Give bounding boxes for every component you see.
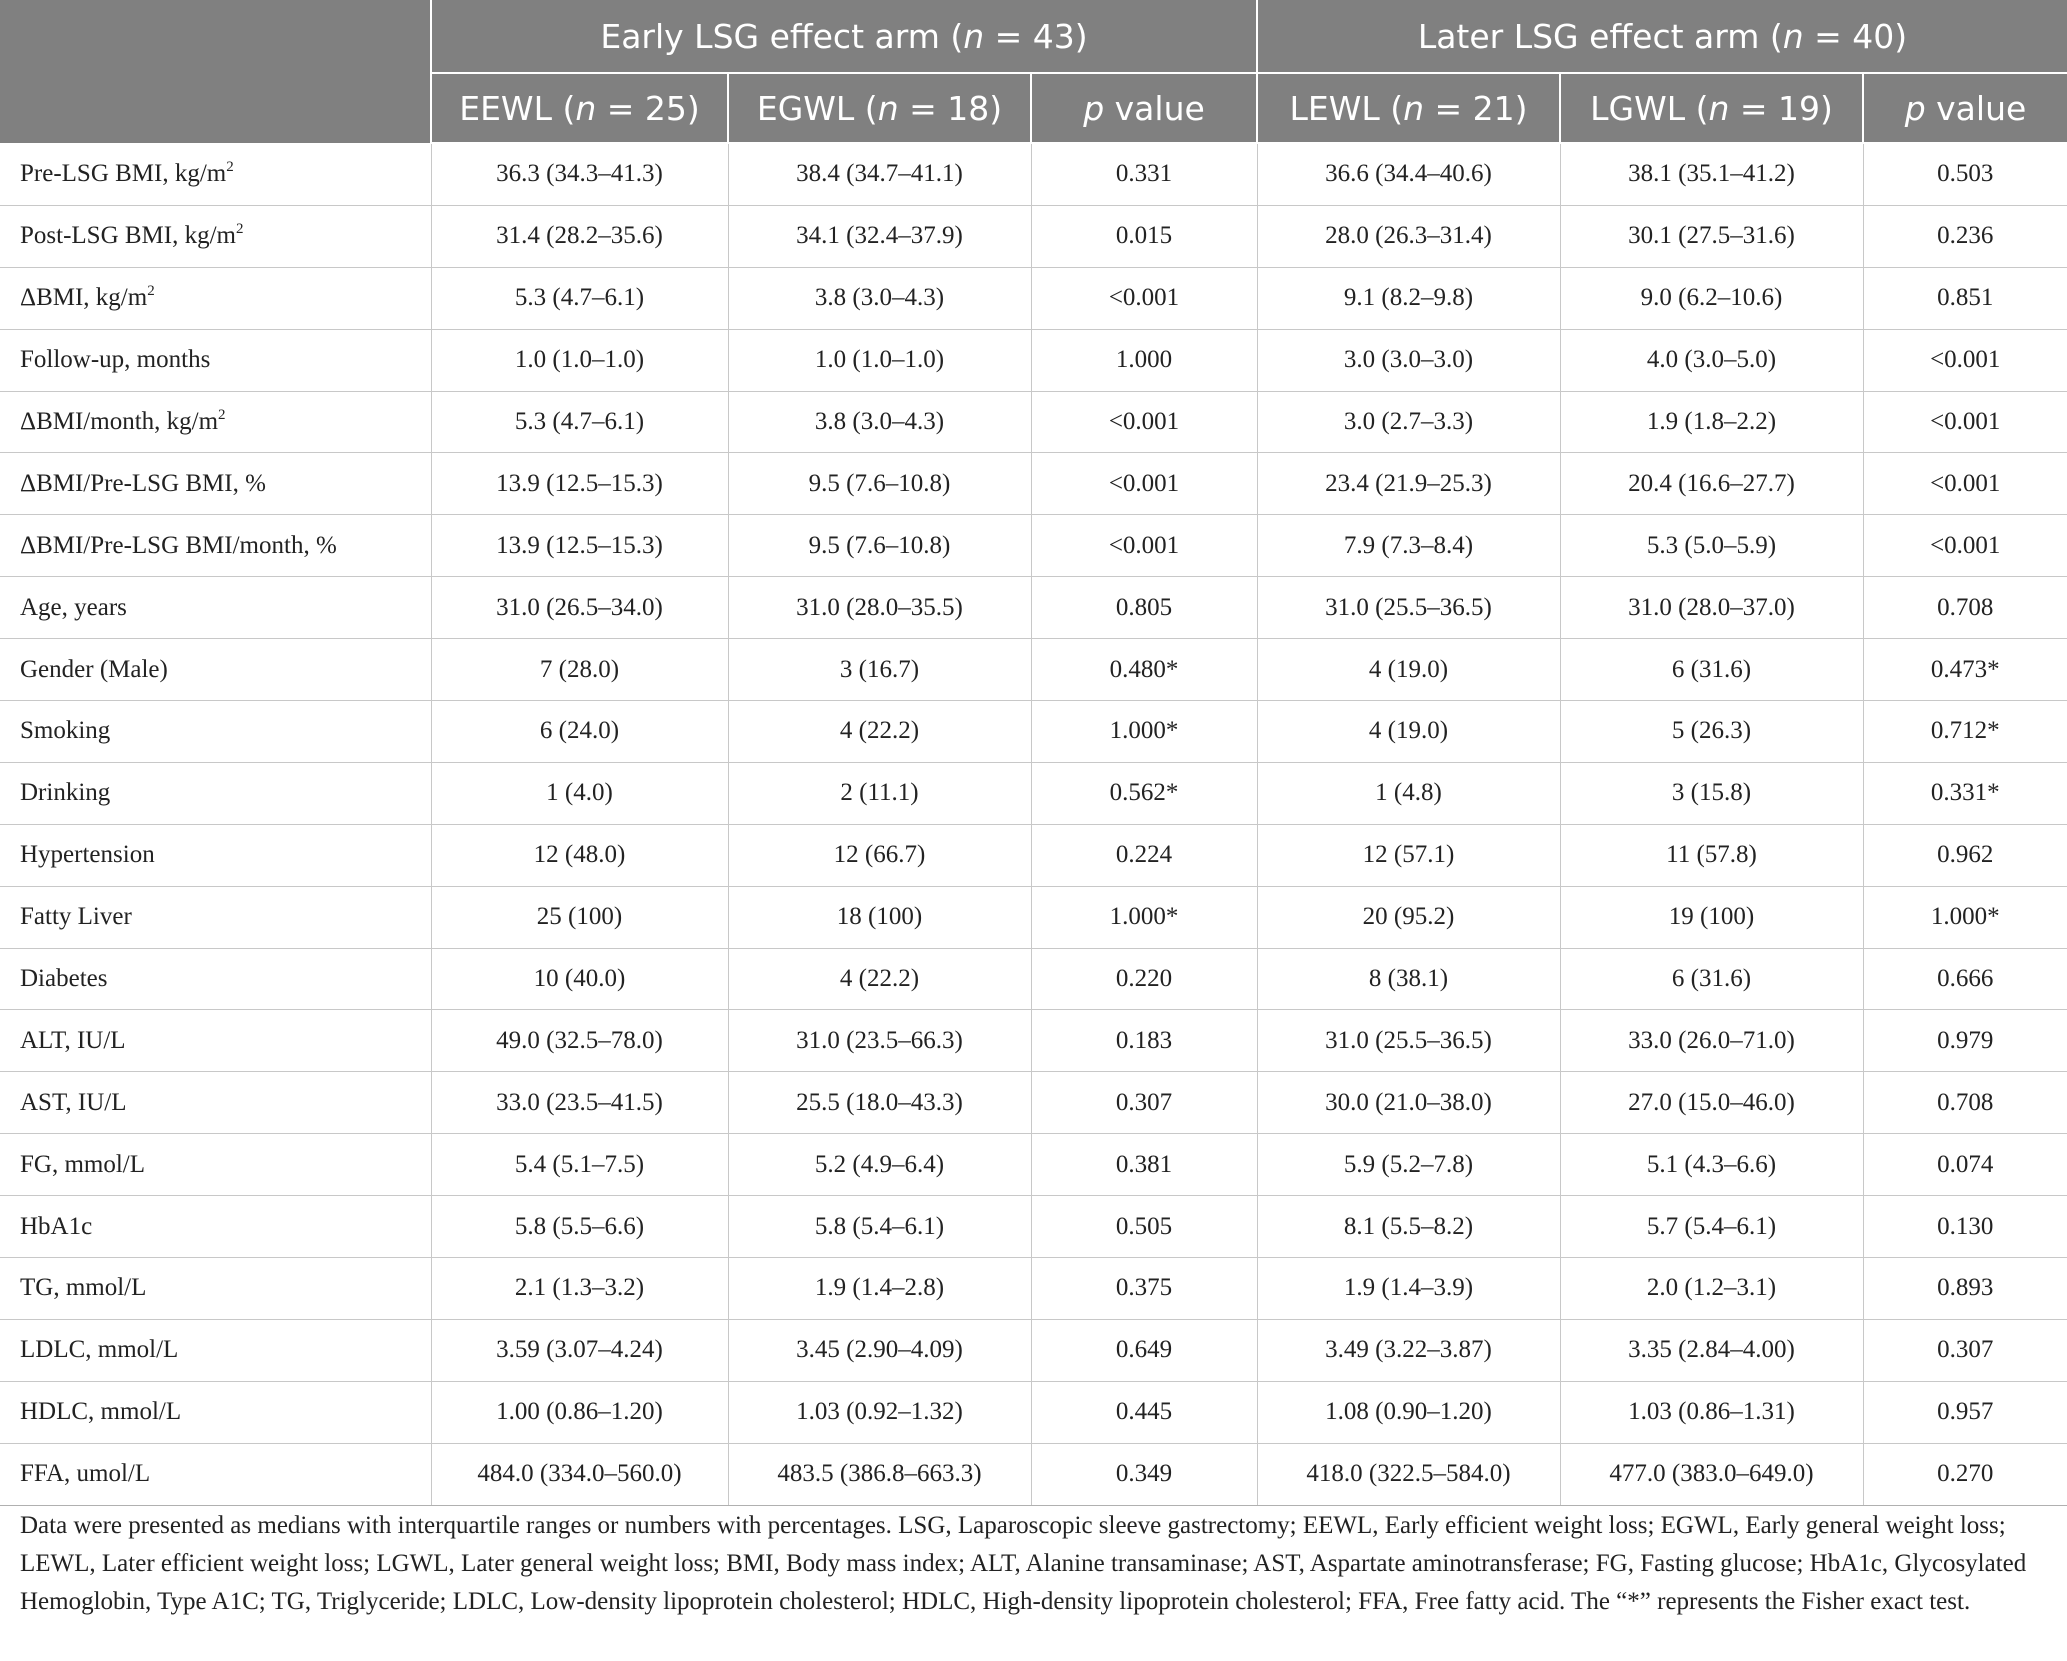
table-cell: 0.957 <box>1863 1381 2067 1443</box>
table-row <box>0 824 2067 886</box>
table-cell: 0.331 <box>1031 143 1257 205</box>
table-cell: 0.130 <box>1863 1196 2067 1258</box>
table-cell: 0.712* <box>1863 701 2067 763</box>
table-cell: 8.1 (5.5–8.2) <box>1257 1196 1560 1258</box>
row-label <box>0 639 431 701</box>
table-cell: 2 (11.1) <box>728 762 1031 824</box>
table-cell: 31.0 (26.5–34.0) <box>431 577 728 639</box>
row-label-superscript: 2 <box>147 283 155 300</box>
column-header-italic: p <box>1083 88 1105 128</box>
column-header-italic: n <box>877 88 899 128</box>
table-cell: 5.8 (5.5–6.6) <box>431 1196 728 1258</box>
table-cell: 1.0 (1.0–1.0) <box>431 329 728 391</box>
table-cell: 6 (31.6) <box>1560 639 1863 701</box>
column-header-italic: p <box>1904 88 1926 128</box>
group-header-text: Early LSG effect arm ( <box>600 16 964 56</box>
table-cell: 6 (24.0) <box>431 701 728 763</box>
row-label-text: Drinking <box>20 779 111 807</box>
table-cell: 31.0 (28.0–35.5) <box>728 577 1031 639</box>
row-label-text: Post-LSG BMI, kg/m <box>20 222 237 250</box>
table-cell: 31.0 (28.0–37.0) <box>1560 577 1863 639</box>
column-header-text: = 21) <box>1424 88 1528 128</box>
table-cell: 0.979 <box>1863 1010 2067 1072</box>
row-label-text: Diabetes <box>20 965 108 993</box>
table-cell: 8 (38.1) <box>1257 948 1560 1010</box>
table-row <box>0 639 2067 701</box>
table-cell: 5.2 (4.9–6.4) <box>728 1134 1031 1196</box>
row-label-superscript: 2 <box>218 407 226 423</box>
row-label-superscript: 2 <box>236 221 244 238</box>
table-cell: 0.183 <box>1031 1010 1257 1072</box>
table-cell: 5 (26.3) <box>1560 701 1863 763</box>
table-cell: 2.1 (1.3–3.2) <box>431 1258 728 1320</box>
table-cell: 0.375 <box>1031 1258 1257 1320</box>
table-cell: 25.5 (18.0–43.3) <box>728 1072 1031 1134</box>
group-header-row <box>0 0 2067 73</box>
table-cell: 477.0 (383.0–649.0) <box>1560 1443 1863 1505</box>
table-cell: 483.5 (386.8–663.3) <box>728 1443 1031 1505</box>
table-cell: 3.8 (3.0–4.3) <box>728 391 1031 453</box>
table-cell: 5.3 (4.7–6.1) <box>431 391 728 453</box>
column-header-text: value <box>1925 88 2027 128</box>
table-cell: 1.9 (1.4–3.9) <box>1257 1258 1560 1320</box>
table-cell: 12 (57.1) <box>1257 824 1560 886</box>
column-header-text: = 25) <box>596 88 700 128</box>
table-cell: 0.708 <box>1863 1072 2067 1134</box>
table-cell: 1.03 (0.86–1.31) <box>1560 1381 1863 1443</box>
column-header-italic: n <box>575 88 597 128</box>
table-cell: 11 (57.8) <box>1560 824 1863 886</box>
table-cell: <0.001 <box>1031 391 1257 453</box>
table-row <box>0 515 2067 577</box>
table-cell: 0.270 <box>1863 1443 2067 1505</box>
table-cell: 5.3 (5.0–5.9) <box>1560 515 1863 577</box>
table-cell: 25 (100) <box>431 886 728 948</box>
table-row <box>0 267 2067 329</box>
row-label <box>0 1443 431 1505</box>
row-label-text: Age, years <box>20 593 127 621</box>
table-cell: 18 (100) <box>728 886 1031 948</box>
table-cell: 0.473* <box>1863 639 2067 701</box>
table-row <box>0 577 2067 639</box>
row-label <box>0 391 431 453</box>
table-cell: <0.001 <box>1031 515 1257 577</box>
table-cell: 36.6 (34.4–40.6) <box>1257 143 1560 205</box>
table-cell: 0.805 <box>1031 577 1257 639</box>
table-row <box>0 391 2067 453</box>
table-cell: 3.0 (3.0–3.0) <box>1257 329 1560 391</box>
table-cell: 5.3 (4.7–6.1) <box>431 267 728 329</box>
table-cell: 1.000 <box>1031 329 1257 391</box>
table-cell: 31.0 (25.5–36.5) <box>1257 1010 1560 1072</box>
table-row <box>0 143 2067 205</box>
table-cell: 7 (28.0) <box>431 639 728 701</box>
row-label <box>0 515 431 577</box>
table-cell: 4 (22.2) <box>728 701 1031 763</box>
row-label-text: ALT, IU/L <box>20 1026 126 1054</box>
table-cell: 20 (95.2) <box>1257 886 1560 948</box>
table-cell: 0.307 <box>1031 1072 1257 1134</box>
row-label-text: TG, mmol/L <box>20 1274 147 1302</box>
table-cell: 0.708 <box>1863 577 2067 639</box>
table-cell: 3.59 (3.07–4.24) <box>431 1319 728 1381</box>
row-label <box>0 1381 431 1443</box>
table-cell: 0.074 <box>1863 1134 2067 1196</box>
table-cell: 9.1 (8.2–9.8) <box>1257 267 1560 329</box>
table-cell: 418.0 (322.5–584.0) <box>1257 1443 1560 1505</box>
row-label-text: ΔBMI/Pre-LSG BMI, % <box>20 469 266 497</box>
table-cell: 0.224 <box>1031 824 1257 886</box>
row-label <box>0 824 431 886</box>
row-label <box>0 453 431 515</box>
table-cell: 49.0 (32.5–78.0) <box>431 1010 728 1072</box>
row-label-text: ΔBMI/Pre-LSG BMI/month, % <box>20 531 337 559</box>
table-cell: 19 (100) <box>1560 886 1863 948</box>
row-label-text: Gender (Male) <box>20 655 168 683</box>
table-cell: 13.9 (12.5–15.3) <box>431 453 728 515</box>
table-cell: 0.851 <box>1863 267 2067 329</box>
table-cell: 9.5 (7.6–10.8) <box>728 515 1031 577</box>
row-label-text: AST, IU/L <box>20 1088 127 1116</box>
row-label-text: ΔBMI, kg/m <box>20 284 148 312</box>
table-cell: 0.480* <box>1031 639 1257 701</box>
column-header <box>1257 73 1560 143</box>
table-cell: 9.5 (7.6–10.8) <box>728 453 1031 515</box>
table-cell: <0.001 <box>1031 267 1257 329</box>
table-cell: 27.0 (15.0–46.0) <box>1560 1072 1863 1134</box>
column-header-text: LEWL ( <box>1289 88 1404 128</box>
table-row <box>0 1134 2067 1196</box>
table-cell: 6 (31.6) <box>1560 948 1863 1010</box>
table-cell: 1 (4.0) <box>431 762 728 824</box>
table-cell: 3.35 (2.84–4.00) <box>1560 1319 1863 1381</box>
table-cell: 38.1 (35.1–41.2) <box>1560 143 1863 205</box>
row-label-text: HDLC, mmol/L <box>20 1398 182 1426</box>
table-cell: 3 (15.8) <box>1560 762 1863 824</box>
column-header <box>728 73 1031 143</box>
header-blank-cell <box>0 0 431 143</box>
table-cell: 3.49 (3.22–3.87) <box>1257 1319 1560 1381</box>
row-label-text: Pre-LSG BMI, kg/m <box>20 159 227 187</box>
row-label <box>0 701 431 763</box>
row-label <box>0 1010 431 1072</box>
row-label <box>0 948 431 1010</box>
column-header <box>1031 73 1257 143</box>
group-header-italic: n <box>1782 16 1804 56</box>
table-cell: 3 (16.7) <box>728 639 1031 701</box>
table-cell: 1.9 (1.4–2.8) <box>728 1258 1031 1320</box>
table-cell: 33.0 (26.0–71.0) <box>1560 1010 1863 1072</box>
column-header-text: EEWL ( <box>459 88 576 128</box>
row-label-text: FG, mmol/L <box>20 1150 146 1178</box>
group-header-later <box>1257 0 2067 73</box>
table-cell: 33.0 (23.5–41.5) <box>431 1072 728 1134</box>
group-header-text: = 43) <box>984 16 1088 56</box>
table-cell: 4 (19.0) <box>1257 639 1560 701</box>
table-cell: 5.1 (4.3–6.6) <box>1560 1134 1863 1196</box>
table-cell: 13.9 (12.5–15.3) <box>431 515 728 577</box>
table-cell: 0.381 <box>1031 1134 1257 1196</box>
row-label-text: Follow-up, months <box>20 346 211 374</box>
table-cell: 36.3 (34.3–41.3) <box>431 143 728 205</box>
table-cell: 0.893 <box>1863 1258 2067 1320</box>
row-label <box>0 1196 431 1258</box>
row-label-superscript: 2 <box>226 158 234 175</box>
table-cell: 1 (4.8) <box>1257 762 1560 824</box>
column-header <box>1863 73 2067 143</box>
row-label <box>0 267 431 329</box>
table-row <box>0 329 2067 391</box>
row-label-text: HbA1c <box>20 1212 93 1240</box>
column-header-text: LGWL ( <box>1590 88 1709 128</box>
table-cell: 0.505 <box>1031 1196 1257 1258</box>
table-cell: 0.445 <box>1031 1381 1257 1443</box>
table-cell: 12 (48.0) <box>431 824 728 886</box>
row-label <box>0 1319 431 1381</box>
table-cell: 484.0 (334.0–560.0) <box>431 1443 728 1505</box>
row-label <box>0 205 431 267</box>
table-cell: <0.001 <box>1863 391 2067 453</box>
table-cell: 0.015 <box>1031 205 1257 267</box>
table-cell: 31.0 (23.5–66.3) <box>728 1010 1031 1072</box>
table-row <box>0 205 2067 267</box>
table-cell: 1.000* <box>1863 886 2067 948</box>
table-row <box>0 1381 2067 1443</box>
table-row <box>0 762 2067 824</box>
table-row <box>0 1010 2067 1072</box>
row-label <box>0 1072 431 1134</box>
table-cell: <0.001 <box>1863 329 2067 391</box>
table-cell: 3.45 (2.90–4.09) <box>728 1319 1031 1381</box>
table-cell: 1.000* <box>1031 886 1257 948</box>
table-cell: 2.0 (1.2–3.1) <box>1560 1258 1863 1320</box>
table-cell: 10 (40.0) <box>431 948 728 1010</box>
group-header-text: Later LSG effect arm ( <box>1417 16 1783 56</box>
row-label <box>0 1134 431 1196</box>
table-row <box>0 1443 2067 1505</box>
table-cell: 0.236 <box>1863 205 2067 267</box>
column-header <box>431 73 728 143</box>
table-cell: 30.0 (21.0–38.0) <box>1257 1072 1560 1134</box>
row-label-text: Hypertension <box>20 841 155 869</box>
column-header-italic: n <box>1403 88 1425 128</box>
row-label <box>0 577 431 639</box>
table-body <box>0 143 2067 1505</box>
table-cell: 4.0 (3.0–5.0) <box>1560 329 1863 391</box>
row-label <box>0 886 431 948</box>
table-cell: 1.0 (1.0–1.0) <box>728 329 1031 391</box>
table-cell: 0.220 <box>1031 948 1257 1010</box>
row-label <box>0 329 431 391</box>
table-cell: 20.4 (16.6–27.7) <box>1560 453 1863 515</box>
row-label-text: Fatty Liver <box>20 903 132 931</box>
table-cell: 3.0 (2.7–3.3) <box>1257 391 1560 453</box>
table-cell: 31.4 (28.2–35.6) <box>431 205 728 267</box>
row-label-text: FFA, umol/L <box>20 1460 151 1488</box>
table-cell: 28.0 (26.3–31.4) <box>1257 205 1560 267</box>
table-cell: 1.00 (0.86–1.20) <box>431 1381 728 1443</box>
table-cell: <0.001 <box>1031 453 1257 515</box>
table-cell: 34.1 (32.4–37.9) <box>728 205 1031 267</box>
table-cell: 0.649 <box>1031 1319 1257 1381</box>
table-cell: 9.0 (6.2–10.6) <box>1560 267 1863 329</box>
column-header-text: = 19) <box>1729 88 1833 128</box>
group-header-text: = 40) <box>1803 16 1908 56</box>
table-cell: <0.001 <box>1863 453 2067 515</box>
table-cell: 23.4 (21.9–25.3) <box>1257 453 1560 515</box>
column-header <box>1560 73 1863 143</box>
table-cell: 5.8 (5.4–6.1) <box>728 1196 1031 1258</box>
group-header-italic: n <box>963 16 985 56</box>
row-label-text: Smoking <box>20 717 111 745</box>
column-header-text: = 18) <box>898 88 1003 128</box>
column-header-text: EGWL ( <box>756 88 878 128</box>
table-cell: 5.4 (5.1–7.5) <box>431 1134 728 1196</box>
table-row <box>0 886 2067 948</box>
table-row <box>0 453 2067 515</box>
table-cell: <0.001 <box>1863 515 2067 577</box>
table-row <box>0 1319 2067 1381</box>
table-row <box>0 948 2067 1010</box>
group-header-early <box>431 0 1257 73</box>
column-header-text: value <box>1104 88 1205 128</box>
table-cell: 7.9 (7.3–8.4) <box>1257 515 1560 577</box>
table-footnote: Data were presented as medians with interquartile ranges or numbers with percentages. LSG, Laparoscopic sleeve gastrectomy; EEWL, Early efficient weight loss; EGWL, Early general weight loss; LEWL, Later efficient weight loss; LGWL, Later general weight loss; BMI, Body mass index; ALT, Alanine transaminase; AST, Aspartate aminotransferase; FG, Fasting glucose; HbA1c, Glycosylated Hemoglobin, Type A1C; TG, Triglyceride; LDLC, Low-density lipoprotein cholesterol; HDLC, High-density lipoprotein cholesterol; FFA, Free fatty acid. The “*” represents the Fisher exact test. <box>20 1512 2027 1615</box>
row-label <box>0 143 431 205</box>
table-header <box>0 0 2067 143</box>
table-cell: 0.503 <box>1863 143 2067 205</box>
table-cell: 0.307 <box>1863 1319 2067 1381</box>
row-label <box>0 762 431 824</box>
row-label-text: LDLC, mmol/L <box>20 1336 179 1364</box>
table-row <box>0 1258 2067 1320</box>
table-cell: 1.9 (1.8–2.2) <box>1560 391 1863 453</box>
table-row <box>0 701 2067 763</box>
table-cell: 38.4 (34.7–41.1) <box>728 143 1031 205</box>
row-label-text: ΔBMI/month, kg/m <box>20 408 219 435</box>
table-cell: 4 (19.0) <box>1257 701 1560 763</box>
table-cell: 31.0 (25.5–36.5) <box>1257 577 1560 639</box>
table-cell: 1.08 (0.90–1.20) <box>1257 1381 1560 1443</box>
table-cell: 12 (66.7) <box>728 824 1031 886</box>
table-cell: 0.562* <box>1031 762 1257 824</box>
table-cell: 0.349 <box>1031 1443 1257 1505</box>
table-cell: 5.7 (5.4–6.1) <box>1560 1196 1863 1258</box>
table-cell: 5.9 (5.2–7.8) <box>1257 1134 1560 1196</box>
table-cell: 0.331* <box>1863 762 2067 824</box>
table-cell: 30.1 (27.5–31.6) <box>1560 205 1863 267</box>
row-label <box>0 1258 431 1320</box>
column-header-italic: n <box>1708 88 1730 128</box>
table-row <box>0 1072 2067 1134</box>
table-cell: 3.8 (3.0–4.3) <box>728 267 1031 329</box>
table-cell: 1.000* <box>1031 701 1257 763</box>
table-cell: 0.962 <box>1863 824 2067 886</box>
table-cell: 0.666 <box>1863 948 2067 1010</box>
table-cell: 4 (22.2) <box>728 948 1031 1010</box>
table-row <box>0 1196 2067 1258</box>
table-cell: 1.03 (0.92–1.32) <box>728 1381 1031 1443</box>
